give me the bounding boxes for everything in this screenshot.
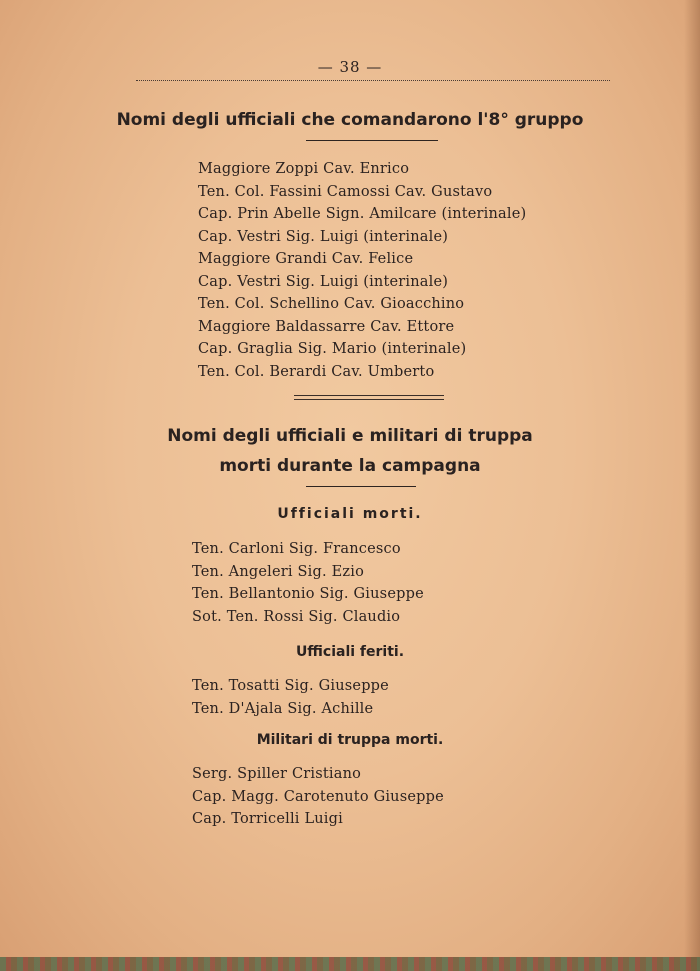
list-item: Cap. Vestri Sig. Luigi (interinale) [198, 273, 449, 290]
list-item: Ten. Col. Fassini Camossi Cav. Gustavo [198, 183, 493, 200]
list-item: Maggiore Baldassarre Cav. Ettore [198, 318, 455, 335]
list-item: Sot. Ten. Rossi Sig. Claudio [192, 608, 401, 625]
list-item: Ten. Col. Berardi Cav. Umberto [198, 363, 435, 380]
list-item: Ten. Angeleri Sig. Ezio [192, 563, 365, 580]
header-dotted-rule [136, 80, 610, 81]
list-item: Cap. Magg. Carotenuto Giuseppe [192, 788, 444, 805]
page-number: — 38 — [317, 58, 383, 76]
list-item: Serg. Spiller Cristiano [192, 766, 362, 782]
subsection-title-troops-dead: Militari di truppa morti. [256, 732, 444, 748]
section2-title-line2: morti durante la campagna [219, 456, 481, 476]
section2-title-underline [306, 486, 416, 487]
section2-title-line1: Nomi degli ufficiali e militari di truppa [167, 426, 533, 446]
binding-cover-strip [0, 957, 700, 971]
troops-dead-list [192, 763, 444, 831]
officers-dead-list [192, 538, 424, 628]
list-item: Ten. Col. Schellino Cav. Gioacchino [198, 296, 465, 312]
commanders-list [198, 158, 526, 383]
list-item: Maggiore Grandi Cav. Felice [198, 251, 414, 267]
subsection-title-officers-dead: Ufficiali morti. [277, 506, 423, 522]
list-item: Cap. Vestri Sig. Luigi (interinale) [198, 228, 449, 245]
list-item: Ten. D'Ajala Sig. Achille [192, 700, 374, 717]
list-item: Cap. Graglia Sig. Mario (interinale) [198, 341, 467, 357]
list-item: Cap. Prin Abelle Sign. Amilcare (interinale) [198, 206, 527, 222]
section1-title-underline [306, 140, 438, 141]
list-item: Ten. Bellantonio Sig. Giuseppe [192, 586, 424, 602]
page-shadow-edge [684, 0, 700, 971]
list-item: Maggiore Zoppi Cav. Enrico [198, 161, 410, 177]
officers-wounded-list [192, 675, 389, 720]
section-divider [294, 395, 444, 400]
list-item: Cap. Torricelli Luigi [192, 811, 343, 827]
list-item: Ten. Tosatti Sig. Giuseppe [192, 678, 389, 694]
section1-title: Nomi degli ufficiali che comandarono l'8° gruppo [116, 110, 584, 130]
list-item: Ten. Carloni Sig. Francesco [192, 541, 401, 557]
subsection-title-officers-wounded: Ufficiali feriti. [295, 644, 405, 660]
